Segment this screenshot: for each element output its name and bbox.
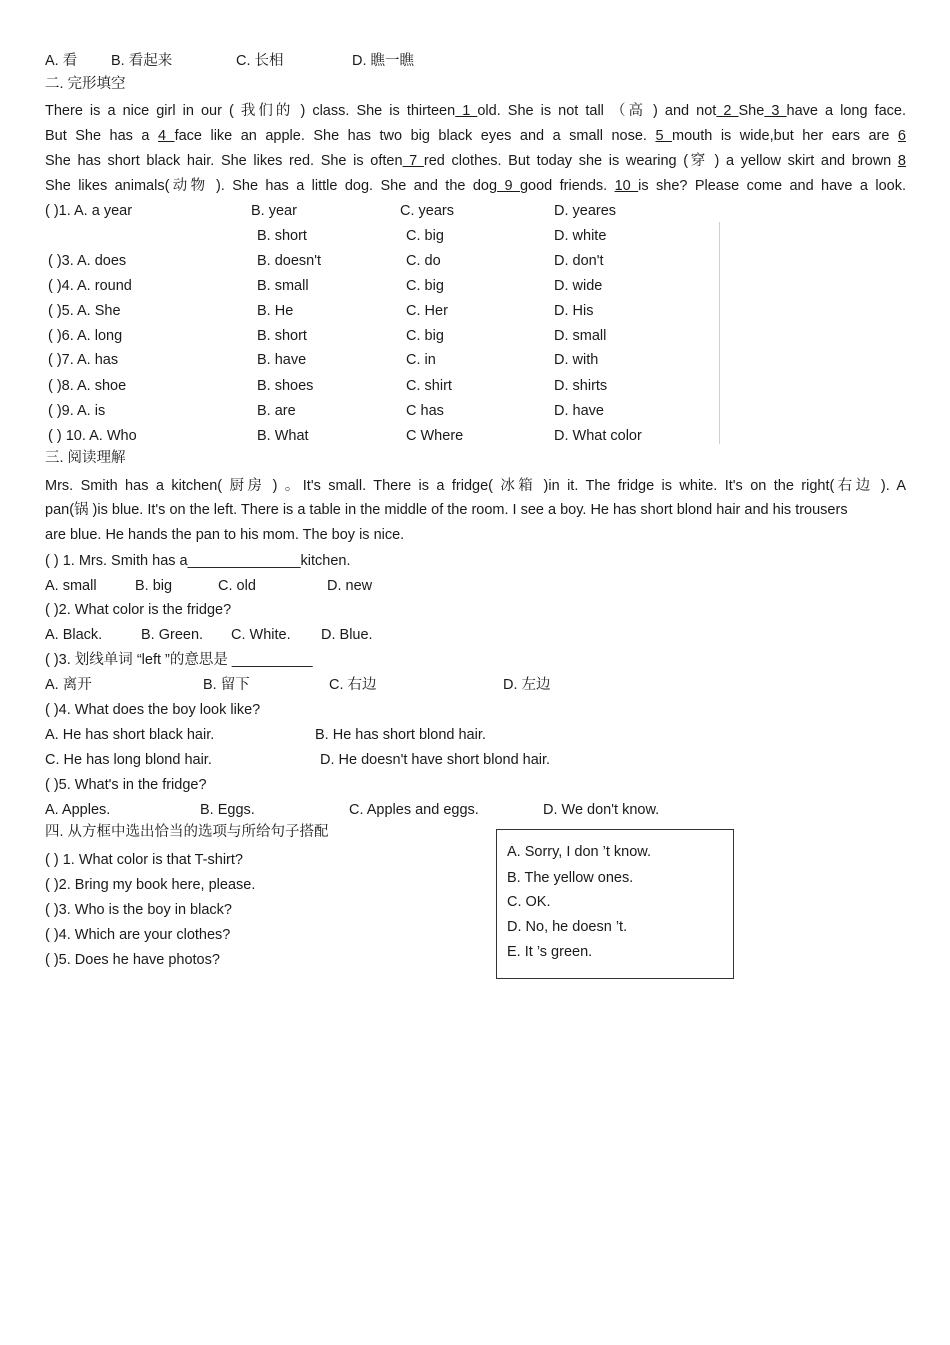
reading-q1-stem: ( ) 1. Mrs. Smith has a______________kitchen. bbox=[45, 553, 351, 569]
cloze-q6-b: B. short bbox=[257, 328, 307, 344]
reading-q4-b: B. He has short blond hair. bbox=[315, 727, 486, 743]
reading-q2-stem: ( )2. What color is the fridge? bbox=[45, 602, 232, 618]
reading-q3-stem: ( )3. 划线单词 “left ”的意思是 __________ bbox=[45, 652, 313, 668]
box-option-e: E. It ’s green. bbox=[507, 944, 593, 960]
reading-q3-d: D. 左边 bbox=[503, 677, 551, 693]
box-option-d: D. No, he doesn ’t. bbox=[507, 919, 628, 935]
cloze-q7-c: C. in bbox=[406, 352, 436, 368]
cloze-paragraph-line-2: But She has a 4 face like an apple. She has two big black eyes and a small nose. 5 mouth is wide,but her ears are 6 bbox=[45, 128, 906, 144]
column-divider bbox=[719, 222, 720, 444]
cloze-q9-d: D. have bbox=[554, 403, 604, 419]
cloze-q10-b: B. What bbox=[257, 428, 309, 444]
reading-q4-stem: ( )4. What does the boy look like? bbox=[45, 702, 261, 718]
match-q1: ( ) 1. What color is that T-shirt? bbox=[45, 852, 243, 868]
reading-q3-b: B. 留下 bbox=[203, 677, 250, 693]
cloze-q4-c: C. big bbox=[406, 278, 444, 294]
blank-8: 8 bbox=[897, 153, 906, 169]
cloze-q8-b: B. shoes bbox=[257, 378, 314, 394]
cloze-q6-d: D. small bbox=[554, 328, 607, 344]
reading-q4-c: C. He has long blond hair. bbox=[45, 752, 212, 768]
cloze-q8: ( )8. A. shoe bbox=[48, 378, 127, 394]
cloze-q5-b: B. He bbox=[257, 303, 294, 319]
cloze-q10-d: D. What color bbox=[554, 428, 642, 444]
blank-3: 3 bbox=[764, 103, 787, 119]
cloze-q6-c: C. big bbox=[406, 328, 444, 344]
section2-title: 二. 完形填空 bbox=[45, 76, 126, 92]
reading-q4-a: A. He has short black hair. bbox=[45, 727, 215, 743]
cloze-q6: ( )6. A. long bbox=[48, 328, 123, 344]
top-option-d: D. 瞧一瞧 bbox=[352, 53, 415, 69]
cloze-q7-b: B. have bbox=[257, 352, 307, 368]
reading-q3-a: A. 离开 bbox=[45, 677, 92, 693]
section4-title: 四. 从方框中选出恰当的选项与所给句子搭配 bbox=[45, 824, 329, 840]
box-option-c: C. OK. bbox=[507, 894, 551, 910]
top-option-a: A. 看 bbox=[45, 53, 78, 69]
reading-q5-d: D. We don't know. bbox=[543, 802, 660, 818]
blank-10: 10 bbox=[614, 178, 639, 194]
reading-q3-c: C. 右边 bbox=[329, 677, 377, 693]
cloze-q9: ( )9. A. is bbox=[48, 403, 106, 419]
reading-q2-d: D. Blue. bbox=[321, 627, 373, 643]
box-option-a: A. Sorry, I don ’t know. bbox=[507, 844, 651, 860]
reading-q2-c: C. White. bbox=[231, 627, 291, 643]
cloze-q1-d: D. yeares bbox=[554, 203, 617, 219]
blank-5: 5 bbox=[655, 128, 673, 144]
cloze-q9-b: B. are bbox=[257, 403, 296, 419]
match-q2: ( )2. Bring my book here, please. bbox=[45, 877, 256, 893]
match-q4: ( )4. Which are your clothes? bbox=[45, 927, 231, 943]
blank-1: 1 bbox=[455, 103, 478, 119]
cloze-q7: ( )7. A. has bbox=[48, 352, 119, 368]
reading-q5-b: B. Eggs. bbox=[200, 802, 255, 818]
cloze-q4: ( )4. A. round bbox=[48, 278, 132, 294]
cloze-q5-c: C. Her bbox=[406, 303, 448, 319]
reading-q5-a: A. Apples. bbox=[45, 802, 111, 818]
cloze-paragraph-line-3: She has short black hair. She likes red. She is often 7 red clothes. But today she is wearing (穿 ) a yellow skirt and brown 8 bbox=[45, 153, 906, 169]
reading-q1-c: C. old bbox=[218, 578, 256, 594]
cloze-q9-c: C has bbox=[406, 403, 444, 419]
blank-6: 6 bbox=[897, 128, 906, 144]
cloze-q5-d: D. His bbox=[554, 303, 594, 319]
cloze-q2-b: B. short bbox=[257, 228, 307, 244]
cloze-q8-d: D. shirts bbox=[554, 378, 608, 394]
cloze-q2-d: D. white bbox=[554, 228, 607, 244]
reading-q2-b: B. Green. bbox=[141, 627, 204, 643]
reading-q5-c: C. Apples and eggs. bbox=[349, 802, 479, 818]
reading-passage-line-3: are blue. He hands the pan to his mom. The boy is nice. bbox=[45, 527, 405, 543]
match-q5: ( )5. Does he have photos? bbox=[45, 952, 220, 968]
cloze-q1-c: C. years bbox=[400, 203, 454, 219]
reading-q5-stem: ( )5. What's in the fridge? bbox=[45, 777, 207, 793]
box-option-b: B. The yellow ones. bbox=[507, 870, 634, 886]
cloze-q4-d: D. wide bbox=[554, 278, 603, 294]
cloze-q1-b: B. year bbox=[251, 203, 297, 219]
cloze-q10-c: C Where bbox=[406, 428, 464, 444]
reading-q4-d: D. He doesn't have short blond hair. bbox=[320, 752, 551, 768]
cloze-q2-c: C. big bbox=[406, 228, 444, 244]
cloze-q4-b: B. small bbox=[257, 278, 309, 294]
reading-q2-a: A. Black. bbox=[45, 627, 103, 643]
reading-q1-b: B. big bbox=[135, 578, 173, 594]
cloze-q3-c: C. do bbox=[406, 253, 441, 269]
blank-4: 4 bbox=[158, 128, 175, 144]
blank-2: 2 bbox=[716, 103, 739, 119]
blank-9: 9 bbox=[497, 178, 520, 194]
cloze-q8-c: C. shirt bbox=[406, 378, 452, 394]
top-option-c: C. 长相 bbox=[236, 53, 284, 69]
cloze-paragraph-line-4: She likes animals(动物 ). She has a little dog. She and the dog 9 good friends. 10 is she? Please come and have a look. bbox=[45, 178, 907, 194]
top-option-b: B. 看起来 bbox=[111, 53, 173, 69]
cloze-q1: ( )1. A. a year bbox=[45, 203, 133, 219]
cloze-q3-d: D. don't bbox=[554, 253, 604, 269]
cloze-q10: ( ) 10. A. Who bbox=[48, 428, 137, 444]
reading-passage-line-1: Mrs. Smith has a kitchen( 厨房 ) 。It's small. There is a fridge( 冰箱 )in it. The fridge is white. It's on the right(右边 ). A bbox=[45, 478, 906, 494]
blank-7: 7 bbox=[402, 153, 424, 169]
match-q3: ( )3. Who is the boy in black? bbox=[45, 902, 232, 918]
reading-q1-d: D. new bbox=[327, 578, 373, 594]
cloze-q3-b: B. doesn't bbox=[257, 253, 322, 269]
section3-title: 三. 阅读理解 bbox=[45, 450, 126, 466]
reading-q1-a: A. small bbox=[45, 578, 97, 594]
cloze-paragraph-line-1: There is a nice girl in our ( 我们的 ) class. She is thirteen 1 old. She is not tall （高 ) and not 2 She 3 have a long face. bbox=[45, 103, 907, 119]
cloze-q3: ( )3. A. does bbox=[48, 253, 127, 269]
reading-passage-line-2: pan(锅 )is blue. It's on the left. There is a table in the middle of the room. I see a boy. He has short blond hair and his trousers bbox=[45, 502, 848, 518]
cloze-q5: ( )5. A. She bbox=[48, 303, 121, 319]
cloze-q7-d: D. with bbox=[554, 352, 599, 368]
